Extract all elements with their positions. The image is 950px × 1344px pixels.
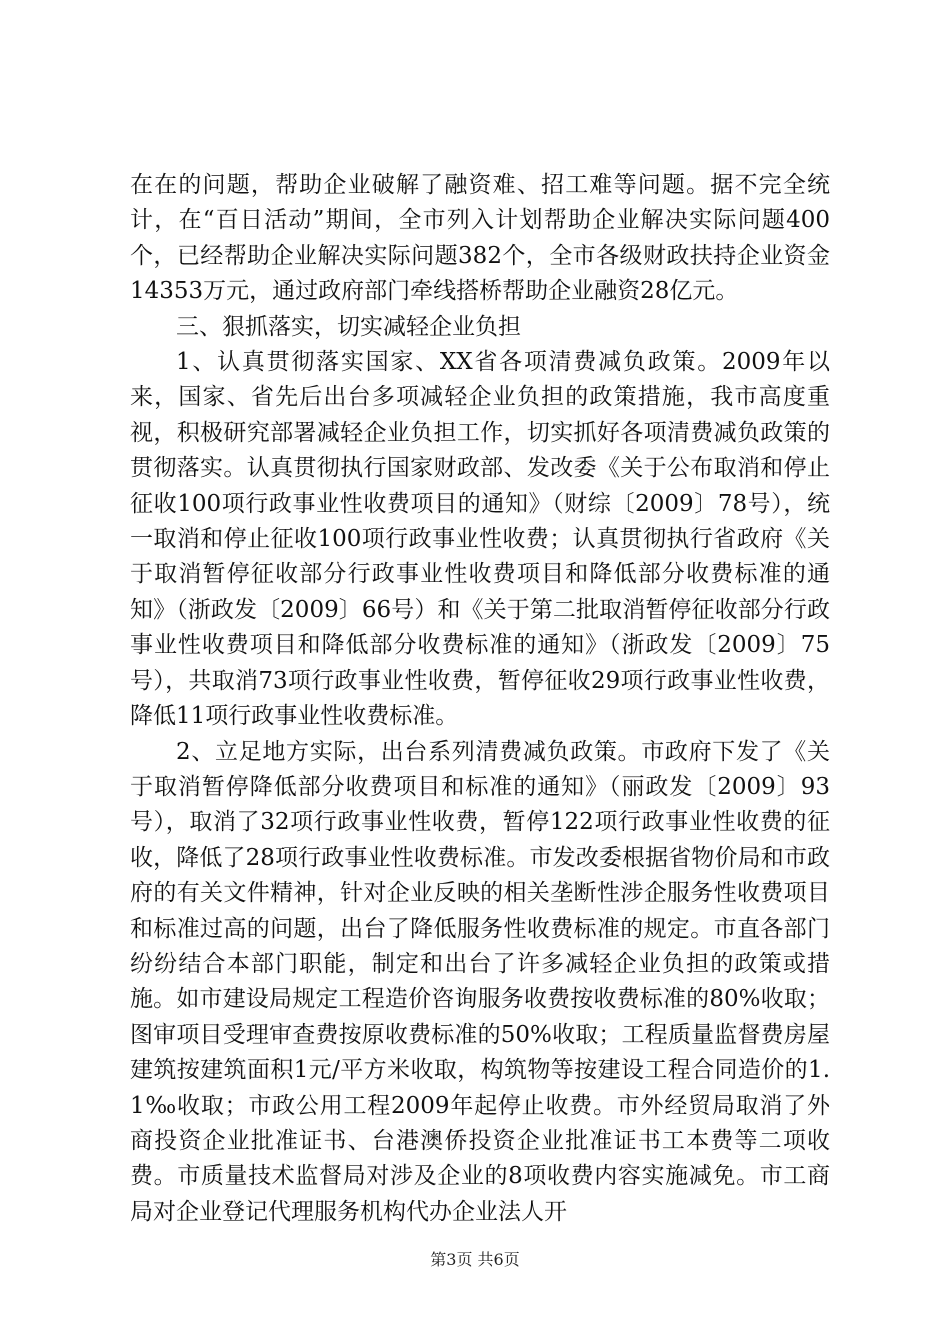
section-heading: 三、狠抓落实，切实减轻企业负担	[176, 313, 521, 340]
page-footer: 第3页 共6页	[430, 1250, 520, 1269]
paragraph-2: 1、认真贯彻落实国家、XX省各项清费减负政策。2009年以来，国家、省先后出台多项减轻企业负担的政策措施，我市高度重视，积极研究部署减轻企业负担工作，切实抓好各项清费减负政策的贯彻落实。认真贯彻执行国家财政部、发改委《关于公布取消和停止征收100项行政事业性收费项目的通知》（财综〔2009〕78号），统一取消和停止征收100项行政事业性收费；认真贯彻执行省政府《关于取消暂停征收部分行政事业性收费项目和降低部分收费标准的通知》（浙政发〔2009〕66号）和《关于第二批取消暂停征收部分行政事业性收费项目和降低部分收费标准的通知》（浙政发〔2009〕75号），共取消73项行政事业性收费，暂停征收29项行政事业性收费，降低11项行政事业性收费标准。	[130, 349, 830, 730]
paragraph-1: 在在的问题，帮助企业破解了融资难、招工难等问题。据不完全统计，在“百日活动”期间，全市列入计划帮助企业解决实际问题400个，已经帮助企业解决实际问题382个，全市各级财政扶持企业资金14353万元，通过政府部门牵线搭桥帮助企业融资28亿元。	[130, 172, 830, 305]
paragraph-3: 2、立足地方实际，出台系列清费减负政策。市政府下发了《关于取消暂停降低部分收费项目和标准的通知》（丽政发〔2009〕93号），取消了32项行政事业性收费，暂停122项行政事业性收费的征收，降低了28项行政事业性收费标准。市发改委根据省物价局和市政府的有关文件精神，针对企业反映的相关垄断性涉企服务性收费项目和标准过高的问题，出台了降低服务性收费标准的规定。市直各部门纷纷结合本部门职能，制定和出台了许多减轻企业负担的政策或措施。如市建设局规定工程造价咨询服务收费按收费标准的80%收取；图审项目受理审查费按原收费标准的50%收取；工程质量监督费房屋建筑按建筑面积1元/平方米收取，构筑物等按建设工程合同造价的1.1‰收取；市政公用工程2009年起停止收费。市外经贸局取消了外商投资企业批准证书、台港澳侨投资企业批准证书工本费等二项收费。市质量技术监督局对涉及企业的8项收费内容实施减免。市工商局对企业登记代理服务机构代办企业法人开	[130, 738, 830, 1225]
document-body	[130, 168, 830, 1230]
